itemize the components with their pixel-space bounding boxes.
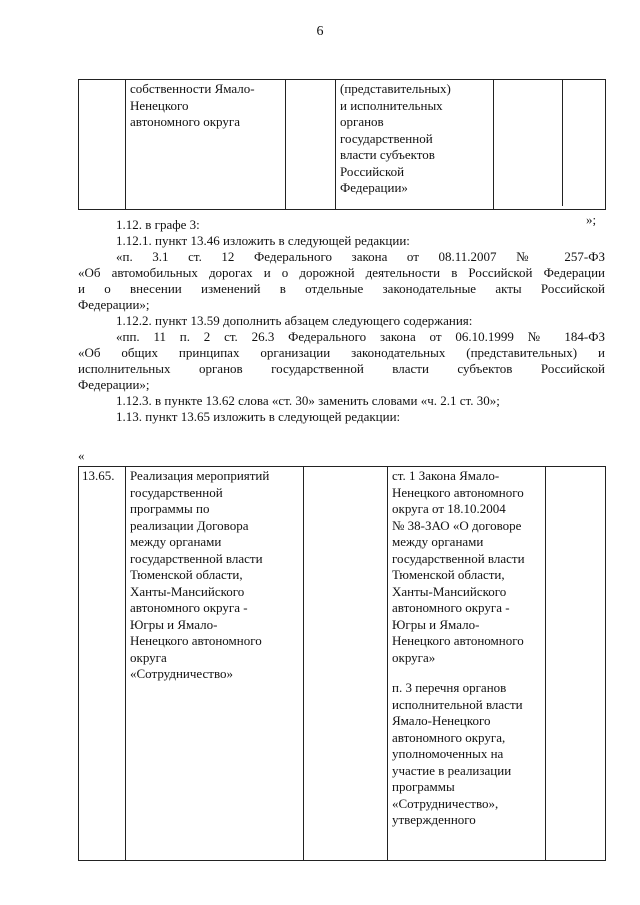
table-cell-number	[79, 80, 126, 210]
table-cell-number: 13.65.	[79, 467, 126, 861]
paragraph-line: «Об общих принципах организации законодательных (представительных) и	[78, 345, 605, 360]
paragraph: 1.12.3. в пункте 13.62 слова «ст. 30» заменить словами «ч. 2.1 ст. 30»;	[116, 393, 500, 408]
paragraph-line: и о внесении изменений в отдельные законодательные акты Российской	[78, 281, 605, 296]
paragraph-line: «Об автомобильных дорогах и о дорожной деятельности в Российской Федерации	[78, 265, 605, 280]
table-row	[79, 80, 606, 210]
paragraph: 1.13. пункт 13.65 изложить в следующей редакции:	[116, 409, 401, 424]
table-cell-notes	[546, 467, 606, 861]
table-cell-empty	[304, 467, 388, 861]
page-number: 6	[316, 24, 324, 39]
table-cell-legal-basis: (представительных) и исполнительных органов государственной власти субъектов Российской Федерации»	[336, 80, 494, 210]
opening-quote: «	[78, 448, 85, 463]
paragraph: 1.12. в графе 3:	[116, 217, 200, 232]
bottom-table	[78, 466, 606, 861]
paragraph-line: Федерации»;	[78, 377, 150, 392]
table-row	[79, 467, 606, 861]
paragraph-line: Федерации»;	[78, 297, 150, 312]
closing-quote: »;	[586, 212, 597, 227]
paragraph-line: «пп. 11 п. 2 ст. 26.3 Федерального закона от 06.10.1999 № 184-ФЗ	[116, 329, 605, 344]
table-cell-description: собственности Ямало- Ненецкого автономного округа	[126, 80, 286, 210]
table-cell-notes	[494, 80, 606, 210]
table-cell-empty	[286, 80, 336, 210]
paragraph-line: «п. 3.1 ст. 12 Федерального закона от 08.11.2007 № 257-ФЗ	[116, 249, 605, 264]
table-cell-description: Реализация мероприятий государственной программы по реализации Договора между органами государственной власти Тюменской области, Ханты-Мансийского автономного округа - Югры и Ямало- Ненецкого автономного округа «Сотрудничество»	[126, 467, 304, 861]
paragraph: 1.12.2. пункт 13.59 дополнить абзацем следующего содержания:	[116, 313, 473, 328]
legal-basis-part-1: ст. 1 Закона Ямало- Ненецкого автономного округа от 18.10.2004 № 38-ЗАО «О договоре между органами государственной власти Тюменской области, Ханты-Мансийского автономного округа - Югры и Ямало- Ненецкого автономного округа»	[392, 468, 525, 665]
legal-basis-part-2: п. 3 перечня органов исполнительной власти Ямало-Ненецкого автономного округа, уполномоченных на участие в реализации программы «Сотрудничество», утвержденного	[392, 680, 523, 827]
table-cell-legal-basis	[388, 467, 546, 861]
amendment-text	[78, 217, 605, 425]
paragraph-line: исполнительных органов государственной власти субъектов Российской	[78, 361, 605, 376]
paragraph: 1.12.1. пункт 13.46 изложить в следующей редакции:	[116, 233, 410, 248]
top-table-fragment	[78, 79, 606, 210]
